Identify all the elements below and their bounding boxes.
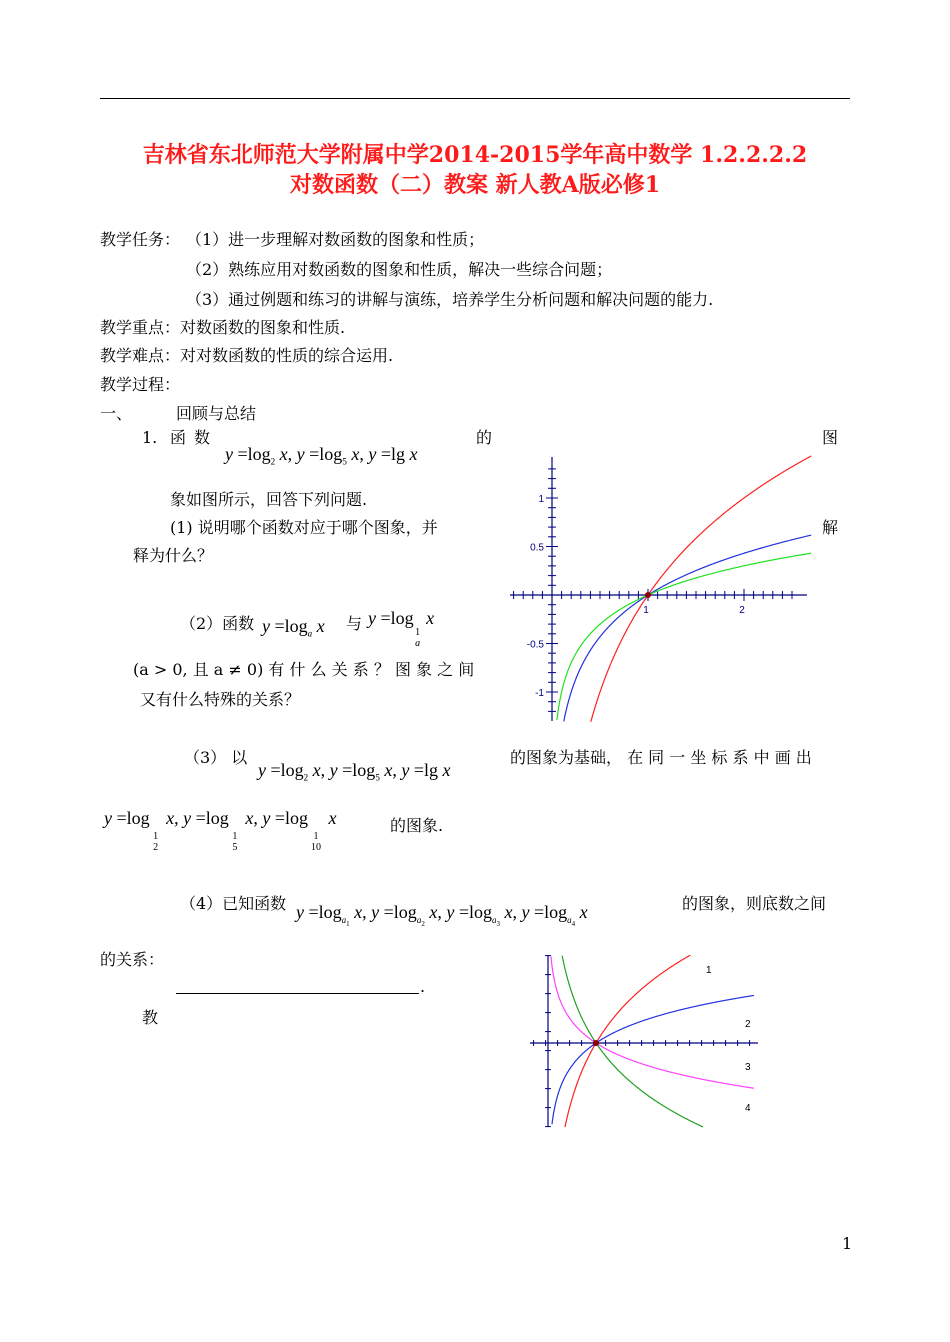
process-label: 教学过程： [100, 375, 181, 394]
section-number: 一、 [100, 404, 133, 423]
curve-3 [551, 956, 754, 1088]
curve-label-4: 4 [745, 1103, 751, 1114]
q1-sub4-text: 的图象，则底数之间 [682, 894, 827, 913]
curve-log2 [591, 456, 811, 722]
doc-title-line2: 对数函数（二）教案 新人教A版必修1 [289, 172, 661, 198]
header-rule [100, 98, 850, 99]
q1-sub3-formula: $y =\log_2$ x, $y =\log_5$ x, y =lg x [258, 760, 451, 783]
curve-4 [562, 956, 703, 1127]
answer-blank [176, 993, 419, 994]
doc-title-line1: 吉林省东北师范大学附属中学2014-2015学年高中数学 1.2.2.2.2 [142, 142, 808, 168]
log-graph-2 [528, 955, 763, 1130]
x-tick-label: 2 [739, 605, 745, 616]
q1-sub2-cond: (a > 0, 且 a ≠ 0) 有 什 么 关 系 ？ 图 象 之 间 [133, 660, 475, 679]
curve-log5 [564, 535, 811, 721]
curve-label-1: 1 [706, 965, 712, 976]
chart1-tick-labels [527, 494, 745, 699]
q1-line2: 象如图所示，回答下列问题. [170, 490, 368, 509]
curve-1 [565, 955, 690, 1127]
log-graph-1 [505, 455, 815, 723]
intersection-point-2 [593, 1040, 599, 1046]
curve-label-3: 3 [745, 1062, 751, 1073]
q1-sub3-label: （3） 以 [184, 748, 248, 767]
task-2: （2）熟练应用对数函数的图象和性质，解决一些综合问题； [186, 260, 613, 279]
y-tick-label: -0.5 [526, 639, 544, 651]
chart2-axes [530, 955, 758, 1127]
q1-sub2-label: （2）函数 [180, 614, 255, 633]
task-label: 教学任务： [100, 230, 181, 249]
q1-sub2-line2: 又有什么特殊的关系？ [140, 690, 301, 709]
chart2-curve-labels [706, 965, 751, 1114]
blank-period: . [420, 977, 426, 996]
y-tick-label: -1 [535, 688, 544, 699]
q1-sub2-formula-a: $y =\log_a$ x [262, 616, 325, 639]
curve-label-2: 2 [745, 1019, 751, 1030]
q1-func-label: 函数 [170, 428, 219, 447]
difficulty: 教学难点：对对数函数的性质的综合运用. [100, 346, 394, 365]
jiao-char: 教 [142, 1008, 159, 1027]
q1-sub3-text: 的图象为基础， 在 同 一 坐 标 系 中 画 出 [510, 748, 812, 767]
q1-sub3-end: 的图象. [390, 816, 444, 835]
q1-sub1-line1: (1) 说明哪个函数对应于哪个图象，并 [170, 518, 438, 537]
section-heading: 回顾与总结 [176, 404, 257, 423]
q1-jie: 解 [822, 518, 839, 537]
q1-sub3-formula2: y =log1 2 x, y =log1 5 x, y =log1 10 x [104, 808, 337, 853]
q1-sub2-formula-b: y =log1 a x [368, 608, 435, 649]
y-tick-label: 0.5 [530, 542, 544, 554]
q1-sub2-yu: 与 [346, 614, 363, 633]
q1-sub4-line2: 的关系： [100, 950, 165, 969]
q1-sub4-label: （4）已知函数 [180, 894, 287, 913]
q1-number: 1. [142, 428, 158, 447]
q1-tu: 图 [822, 428, 839, 447]
curve-lg [557, 553, 811, 720]
q1-formula: $y =\log_2$ x, $y =\log_5$ x, y =lg x [225, 444, 418, 467]
y-tick-label: 1 [538, 494, 544, 505]
task-1: （1）进一步理解对数函数的图象和性质； [186, 230, 485, 249]
x-tick-label: 1 [643, 605, 649, 616]
intersection-point [645, 592, 651, 598]
q1-de: 的 [476, 428, 493, 447]
page-number: 1 [842, 1234, 853, 1253]
task-3: （3）通过例题和练习的讲解与演练，培养学生分析问题和解决问题的能力. [186, 290, 714, 309]
q1-sub1-line2: 释为什么？ [133, 546, 214, 565]
q1-sub4-formula: $y =\log_{a_1}$ x, $y =\log_{a_2}$ x, $y =\log_{a_3}$ x, $y =\log_{a_4}$ x [296, 902, 588, 928]
key-point: 教学重点：对数函数的图象和性质. [100, 318, 346, 337]
curve-2 [552, 995, 754, 1124]
